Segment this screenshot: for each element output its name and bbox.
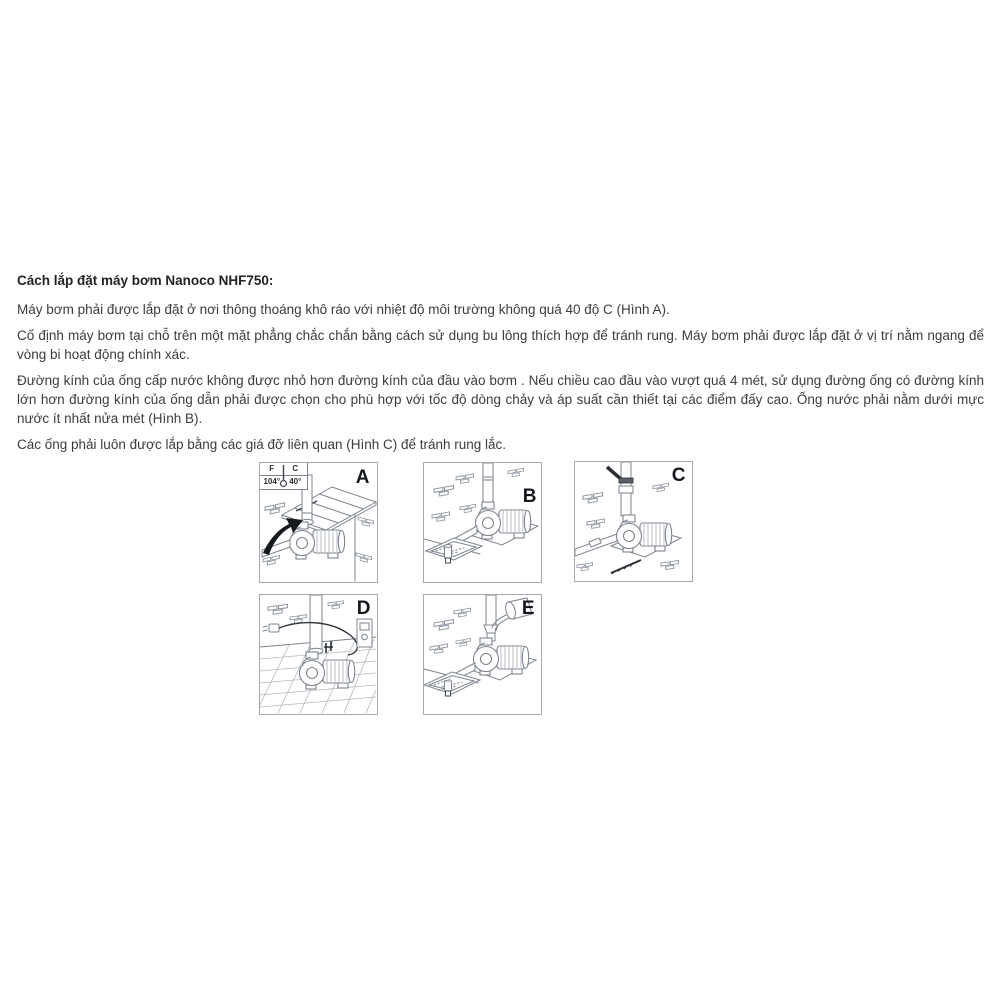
vertical-pipe [483, 463, 493, 503]
delivery-pipe [575, 534, 617, 556]
thermometer-glyph [279, 464, 288, 488]
thermo-fahrenheit-label: F [269, 464, 275, 473]
pump-icon [476, 502, 531, 539]
thermo-celsius-value: 40° [289, 477, 302, 486]
paragraph-pipe-supports: Các ống phải luôn được lắp bằng các giá đỡ liên quan (Hình C) để tránh rung lắc. [17, 437, 507, 452]
paragraph-pipe-diameter: Đường kính của ống cấp nước không được nhỏ hơn đường kính của đầu vào bơm . Nếu chiều cao đầu vào vượt quá 4 mét, sử dụng đường ống có đường kính lớn hơn đường kính của ống dẫn phải được chọn cho phù hợp với tốc độ dòng chảy và áp suất cần thiết tại các điểm đấy cao. Ống nước phải nằm dưới mực nước ít nhất nửa mét (Hình B). [17, 373, 984, 426]
figure-a-label: A [355, 467, 369, 488]
ground-hatch [611, 560, 641, 574]
foot-valve [445, 681, 452, 696]
pump-icon [300, 652, 355, 689]
figure-b-label: B [522, 486, 536, 507]
vertical-pipe [484, 595, 498, 641]
brick-pattern [430, 608, 471, 654]
brick-pattern [268, 601, 344, 624]
paragraph-install-location: Máy bơm phải được lắp đặt ở nơi thông thoáng khô ráo với nhiệt độ môi trường không quá 40 độ C (Hình A). [17, 302, 670, 317]
section-heading: Cách lắp đặt máy bơm Nanoco NHF750: [17, 273, 274, 288]
thermo-celsius-label: C [292, 464, 299, 473]
figure-e [423, 594, 542, 715]
instructions-section [17, 272, 984, 461]
control-box-icon [357, 619, 372, 647]
figure-c [574, 461, 693, 582]
foot-valve [445, 545, 452, 564]
pump-icon [617, 515, 672, 552]
thermo-fahrenheit-value: 104° [263, 477, 281, 486]
figure-a [259, 462, 378, 583]
wall-outlet-icon [263, 624, 279, 632]
figure-d [259, 594, 378, 715]
paragraph-fixing-bolts: Cố định máy bơm tại chỗ trên một mặt phẳng chắc chắn bằng cách sử dụng bu lông thích hợp để tránh rung. Máy bơm phải được lắp đặt ở vị trí nằm ngang để vòng bi hoạt động chính xác. [17, 328, 984, 362]
figure-c-label: C [671, 465, 685, 486]
figure-b-illustration [424, 463, 541, 582]
figure-d-label: D [356, 598, 370, 619]
figure-e-label: E [521, 598, 534, 619]
pump-icon [474, 638, 529, 675]
thermometer-icon [260, 463, 308, 490]
vertical-pipe [619, 462, 633, 516]
figure-b [423, 462, 542, 583]
vertical-pipe [309, 595, 323, 654]
